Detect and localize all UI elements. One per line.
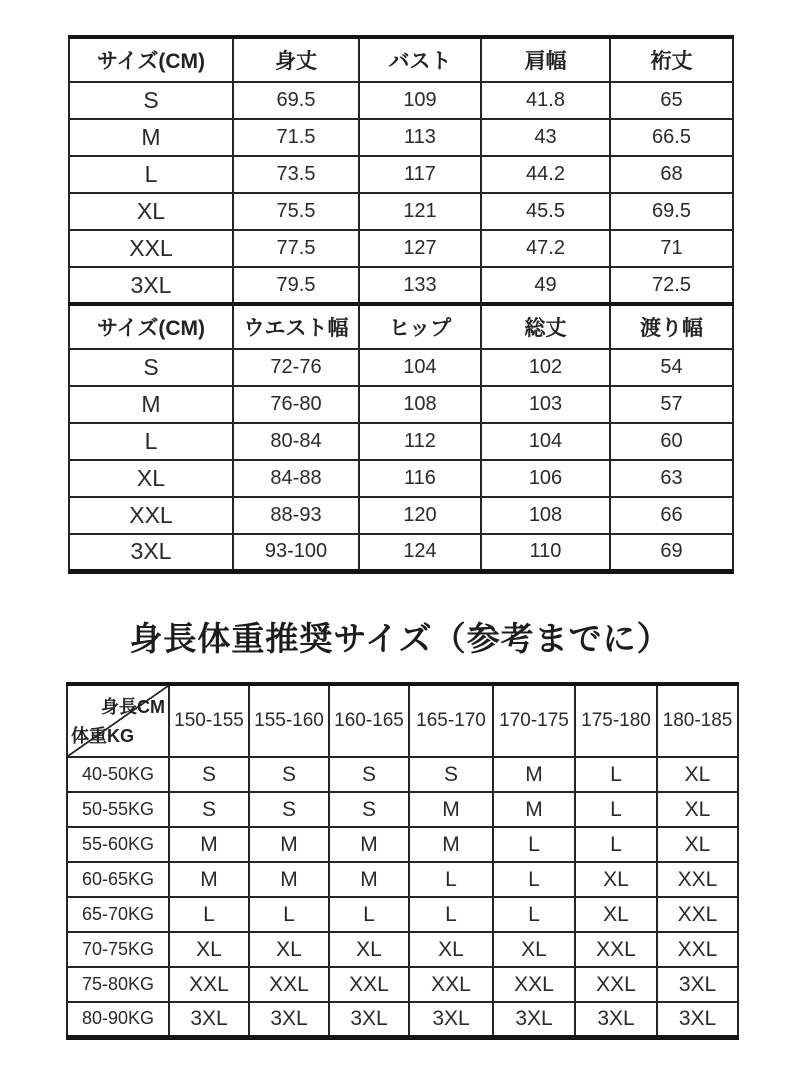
recommended-size-cell: M bbox=[493, 757, 575, 792]
table-row bbox=[67, 932, 738, 967]
recommended-size-cell: XXL bbox=[409, 967, 493, 1002]
recommended-size-cell: M bbox=[409, 827, 493, 862]
recommended-size-cell: S bbox=[249, 757, 329, 792]
table-row bbox=[69, 460, 733, 497]
tops-header-row bbox=[69, 37, 733, 82]
size-label-cell: 3XL bbox=[69, 267, 233, 304]
header-cell-shoulder: 肩幅 bbox=[481, 37, 610, 82]
table-row bbox=[69, 119, 733, 156]
size-label-cell: S bbox=[69, 82, 233, 119]
height-range-header: 180-185 bbox=[657, 684, 738, 757]
recommended-size-cell: M bbox=[493, 792, 575, 827]
value-cell: 80-84 bbox=[233, 423, 359, 460]
recommended-size-cell: XXL bbox=[329, 967, 409, 1002]
recommended-size-cell: M bbox=[249, 862, 329, 897]
recommended-size-cell: M bbox=[169, 862, 249, 897]
size-label-cell: S bbox=[69, 349, 233, 386]
height-range-header: 175-180 bbox=[575, 684, 657, 757]
recommended-size-cell: XXL bbox=[169, 967, 249, 1002]
recommended-size-cell: M bbox=[249, 827, 329, 862]
height-weight-table bbox=[66, 682, 739, 1040]
size-label-cell: XL bbox=[69, 460, 233, 497]
table-row bbox=[67, 827, 738, 862]
recommended-size-cell: XXL bbox=[575, 932, 657, 967]
bottoms-header-row bbox=[69, 304, 733, 349]
header-cell-hip: ヒップ bbox=[359, 304, 481, 349]
recommended-size-cell: L bbox=[249, 897, 329, 932]
table-row bbox=[69, 193, 733, 230]
height-range-header: 155-160 bbox=[249, 684, 329, 757]
recommended-size-cell: L bbox=[409, 897, 493, 932]
recommended-size-cell: XXL bbox=[657, 897, 738, 932]
weight-range-cell: 65-70KG bbox=[67, 897, 169, 932]
size-label-cell: M bbox=[69, 386, 233, 423]
value-cell: 63 bbox=[610, 460, 733, 497]
recommended-size-cell: XL bbox=[657, 792, 738, 827]
height-range-header: 150-155 bbox=[169, 684, 249, 757]
table-row bbox=[69, 534, 733, 571]
header-cell-total-length: 総丈 bbox=[481, 304, 610, 349]
value-cell: 73.5 bbox=[233, 156, 359, 193]
table-row bbox=[69, 386, 733, 423]
value-cell: 109 bbox=[359, 82, 481, 119]
recommended-size-cell: XL bbox=[575, 897, 657, 932]
recommended-size-cell: M bbox=[329, 827, 409, 862]
value-cell: 117 bbox=[359, 156, 481, 193]
value-cell: 103 bbox=[481, 386, 610, 423]
header-cell-thigh: 渡り幅 bbox=[610, 304, 733, 349]
recommended-size-cell: S bbox=[249, 792, 329, 827]
size-label-cell: L bbox=[69, 156, 233, 193]
weight-range-cell: 80-90KG bbox=[67, 1002, 169, 1037]
corner-weight-label: 体重KG bbox=[71, 726, 134, 746]
recommended-size-cell: XL bbox=[169, 932, 249, 967]
recommended-size-cell: XL bbox=[575, 862, 657, 897]
value-cell: 133 bbox=[359, 267, 481, 304]
value-cell: 77.5 bbox=[233, 230, 359, 267]
table-row bbox=[67, 1002, 738, 1037]
table-row bbox=[69, 156, 733, 193]
weight-range-cell: 55-60KG bbox=[67, 827, 169, 862]
recommended-size-cell: XL bbox=[657, 757, 738, 792]
value-cell: 110 bbox=[481, 534, 610, 571]
recommended-size-cell: XL bbox=[409, 932, 493, 967]
recommended-size-cell: 3XL bbox=[657, 1002, 738, 1037]
recommended-size-cell: S bbox=[329, 792, 409, 827]
value-cell: 113 bbox=[359, 119, 481, 156]
recommended-size-cell: L bbox=[409, 862, 493, 897]
recommended-size-cell: L bbox=[575, 792, 657, 827]
value-cell: 71 bbox=[610, 230, 733, 267]
table-row bbox=[67, 897, 738, 932]
value-cell: 72.5 bbox=[610, 267, 733, 304]
value-cell: 76-80 bbox=[233, 386, 359, 423]
recommended-size-cell: XXL bbox=[575, 967, 657, 1002]
recommended-size-cell: XXL bbox=[249, 967, 329, 1002]
recommended-size-cell: 3XL bbox=[493, 1002, 575, 1037]
height-range-header: 165-170 bbox=[409, 684, 493, 757]
size-label-cell: M bbox=[69, 119, 233, 156]
value-cell: 102 bbox=[481, 349, 610, 386]
recommended-size-cell: S bbox=[169, 792, 249, 827]
value-cell: 72-76 bbox=[233, 349, 359, 386]
recommended-size-cell: 3XL bbox=[329, 1002, 409, 1037]
recommended-size-cell: M bbox=[409, 792, 493, 827]
recommended-size-cell: L bbox=[575, 757, 657, 792]
recommended-size-cell: 3XL bbox=[249, 1002, 329, 1037]
recommended-size-cell: L bbox=[329, 897, 409, 932]
page-title: 身長体重推奨サイズ（参考までに） bbox=[129, 620, 671, 657]
recommended-size-cell: XXL bbox=[493, 967, 575, 1002]
recommended-size-cell: XL bbox=[657, 827, 738, 862]
size-label-cell: XXL bbox=[69, 230, 233, 267]
weight-range-cell: 60-65KG bbox=[67, 862, 169, 897]
recommended-size-cell: L bbox=[493, 862, 575, 897]
recommended-size-cell: 3XL bbox=[169, 1002, 249, 1037]
value-cell: 69.5 bbox=[233, 82, 359, 119]
recommended-size-cell: XL bbox=[329, 932, 409, 967]
value-cell: 104 bbox=[359, 349, 481, 386]
recommended-size-cell: L bbox=[493, 897, 575, 932]
table-row bbox=[69, 349, 733, 386]
size-label-cell: XL bbox=[69, 193, 233, 230]
value-cell: 60 bbox=[610, 423, 733, 460]
recommended-size-cell: S bbox=[329, 757, 409, 792]
value-cell: 75.5 bbox=[233, 193, 359, 230]
table-row bbox=[67, 792, 738, 827]
value-cell: 112 bbox=[359, 423, 481, 460]
value-cell: 106 bbox=[481, 460, 610, 497]
value-cell: 124 bbox=[359, 534, 481, 571]
corner-height-label: 身長CM bbox=[101, 697, 165, 717]
value-cell: 120 bbox=[359, 497, 481, 534]
table-row bbox=[67, 967, 738, 1002]
value-cell: 121 bbox=[359, 193, 481, 230]
value-cell: 69.5 bbox=[610, 193, 733, 230]
value-cell: 84-88 bbox=[233, 460, 359, 497]
height-header-row bbox=[67, 684, 738, 757]
garment-measurement-table bbox=[68, 35, 734, 574]
value-cell: 54 bbox=[610, 349, 733, 386]
header-cell-size: サイズ(CM) bbox=[69, 304, 233, 349]
weight-range-cell: 70-75KG bbox=[67, 932, 169, 967]
header-cell-body-length: 身丈 bbox=[233, 37, 359, 82]
recommended-size-cell: 3XL bbox=[657, 967, 738, 1002]
recommended-size-cell: L bbox=[169, 897, 249, 932]
value-cell: 66.5 bbox=[610, 119, 733, 156]
recommended-size-cell: S bbox=[169, 757, 249, 792]
recommended-size-cell: 3XL bbox=[409, 1002, 493, 1037]
value-cell: 44.2 bbox=[481, 156, 610, 193]
recommended-size-cell: XL bbox=[493, 932, 575, 967]
recommended-size-cell: M bbox=[329, 862, 409, 897]
weight-range-cell: 40-50KG bbox=[67, 757, 169, 792]
value-cell: 47.2 bbox=[481, 230, 610, 267]
value-cell: 127 bbox=[359, 230, 481, 267]
table-row bbox=[69, 497, 733, 534]
table-row bbox=[69, 423, 733, 460]
table-row bbox=[69, 230, 733, 267]
header-cell-waist: ウエスト幅 bbox=[233, 304, 359, 349]
table-row bbox=[69, 267, 733, 304]
table-row bbox=[67, 862, 738, 897]
header-cell-sleeve: 裄丈 bbox=[610, 37, 733, 82]
value-cell: 79.5 bbox=[233, 267, 359, 304]
height-range-header: 160-165 bbox=[329, 684, 409, 757]
value-cell: 45.5 bbox=[481, 193, 610, 230]
recommended-size-cell: S bbox=[409, 757, 493, 792]
recommended-size-cell: M bbox=[169, 827, 249, 862]
header-cell-bust: バスト bbox=[359, 37, 481, 82]
value-cell: 68 bbox=[610, 156, 733, 193]
value-cell: 93-100 bbox=[233, 534, 359, 571]
corner-diagonal-cell bbox=[67, 684, 169, 757]
recommended-size-cell: L bbox=[575, 827, 657, 862]
size-label-cell: 3XL bbox=[69, 534, 233, 571]
value-cell: 66 bbox=[610, 497, 733, 534]
value-cell: 71.5 bbox=[233, 119, 359, 156]
value-cell: 49 bbox=[481, 267, 610, 304]
header-cell-size: サイズ(CM) bbox=[69, 37, 233, 82]
recommended-size-cell: XXL bbox=[657, 932, 738, 967]
value-cell: 43 bbox=[481, 119, 610, 156]
recommended-size-cell: XL bbox=[249, 932, 329, 967]
value-cell: 57 bbox=[610, 386, 733, 423]
value-cell: 88-93 bbox=[233, 497, 359, 534]
size-label-cell: L bbox=[69, 423, 233, 460]
size-label-cell: XXL bbox=[69, 497, 233, 534]
height-range-header: 170-175 bbox=[493, 684, 575, 757]
table-row bbox=[69, 82, 733, 119]
value-cell: 116 bbox=[359, 460, 481, 497]
recommended-size-cell: L bbox=[493, 827, 575, 862]
value-cell: 41.8 bbox=[481, 82, 610, 119]
weight-range-cell: 50-55KG bbox=[67, 792, 169, 827]
value-cell: 108 bbox=[481, 497, 610, 534]
value-cell: 108 bbox=[359, 386, 481, 423]
value-cell: 69 bbox=[610, 534, 733, 571]
recommended-size-cell: 3XL bbox=[575, 1002, 657, 1037]
value-cell: 65 bbox=[610, 82, 733, 119]
recommended-size-cell: XXL bbox=[657, 862, 738, 897]
weight-range-cell: 75-80KG bbox=[67, 967, 169, 1002]
value-cell: 104 bbox=[481, 423, 610, 460]
table-row bbox=[67, 757, 738, 792]
